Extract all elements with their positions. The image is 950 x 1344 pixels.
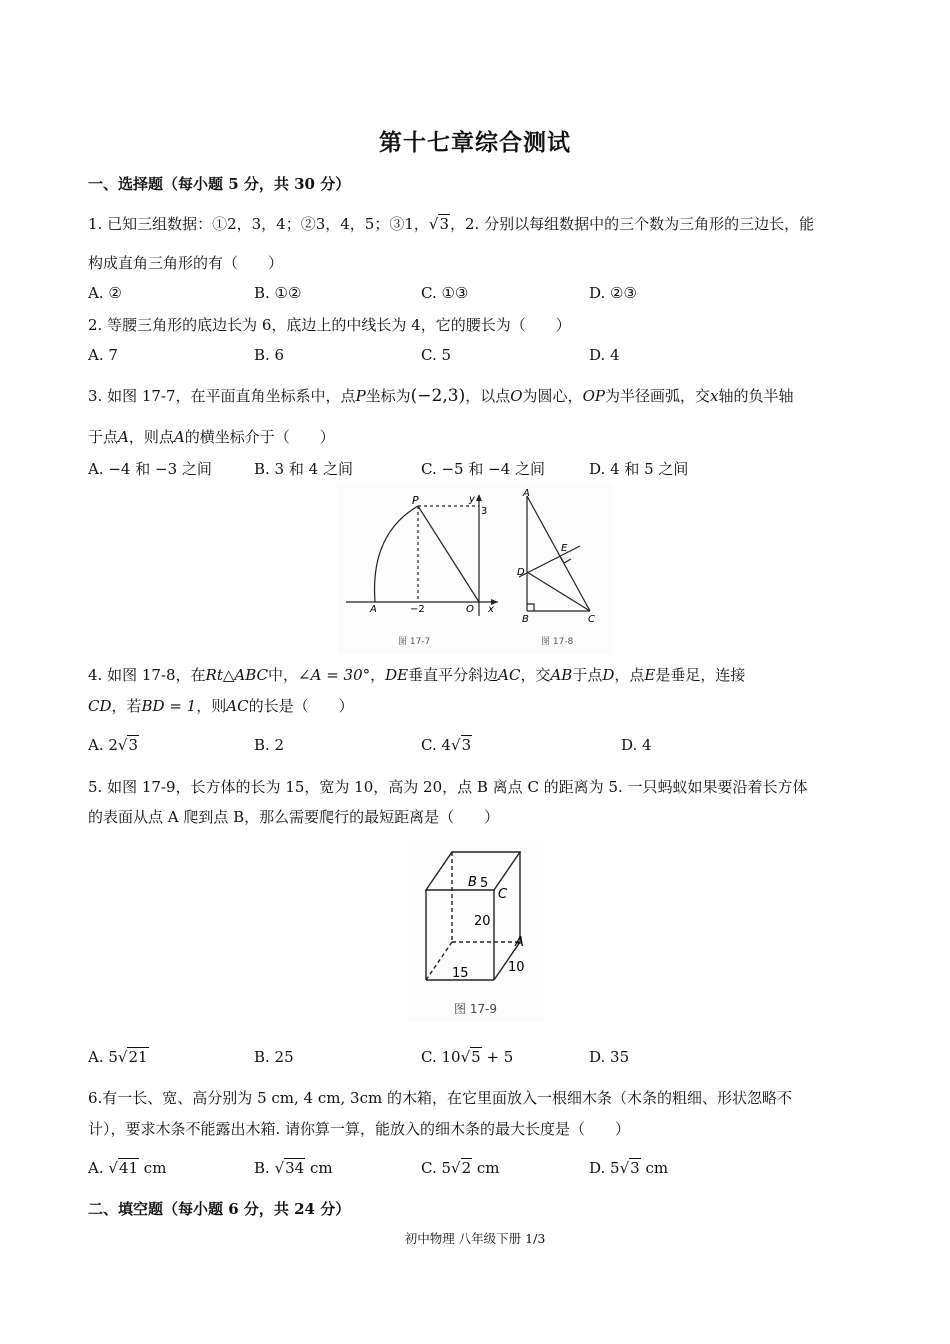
label-e: E xyxy=(561,543,568,554)
figure-17-7-17-8-svg xyxy=(338,484,612,654)
segment-de xyxy=(519,546,580,577)
q4-option-a[interactable]: A. 2√3 xyxy=(88,736,139,754)
hidden-left-edge xyxy=(426,942,452,980)
q2-option-d[interactable]: D. 4 xyxy=(589,346,620,364)
label-20: 20 xyxy=(474,914,491,929)
right-angle-b xyxy=(527,604,534,611)
q1-option-d[interactable]: D. ②③ xyxy=(589,284,637,302)
q2-option-c[interactable]: C. 5 xyxy=(421,346,452,364)
label-15: 15 xyxy=(452,966,469,981)
right-angle-e xyxy=(560,556,571,563)
q3-option-a[interactable]: A. −4 和 −3 之间 xyxy=(88,460,212,478)
label-minus2: −2 xyxy=(410,604,425,615)
label-d: D xyxy=(517,567,525,578)
figure-17-8 xyxy=(519,496,590,611)
label-a-178: A xyxy=(523,488,530,499)
y-axis-arrow xyxy=(476,494,482,501)
q4-text-line2: CD，若BD = 1，则AC的长是（ ） xyxy=(88,697,354,715)
q6-options xyxy=(88,1159,868,1183)
label-x: x xyxy=(488,604,494,615)
figure-17-9 xyxy=(408,840,544,1022)
q3-option-b[interactable]: B. 3 和 4 之间 xyxy=(254,460,353,478)
q6-option-d[interactable]: D. 5√3 cm xyxy=(589,1159,669,1177)
q1-options xyxy=(88,284,868,308)
q2-text: 2. 等腰三角形的底边长为 6，底边上的中线长为 4，它的腰长为（ ） xyxy=(88,316,571,334)
q1-text-line2: 构成直角三角形的有（ ） xyxy=(88,254,284,272)
q5-options xyxy=(88,1048,868,1072)
q4-options xyxy=(88,736,868,760)
q4-option-b[interactable]: B. 2 xyxy=(254,736,285,754)
q3-options xyxy=(88,458,868,482)
section-heading-fill: 二、填空题（每小题 6 分，共 24 分） xyxy=(88,1200,351,1218)
figure-17-9-svg xyxy=(408,840,544,1022)
q2-option-a[interactable]: A. 7 xyxy=(88,346,118,364)
label-o: O xyxy=(466,604,474,615)
segment-op xyxy=(418,506,479,602)
label-5: 5 xyxy=(480,876,489,891)
label-b: B xyxy=(522,614,529,625)
page-title: 第十七章综合测试 xyxy=(379,129,571,156)
label-y: y xyxy=(469,494,475,505)
q2-options xyxy=(88,346,868,370)
q3-text-line1: 3. 如图 17-7，在平面直角坐标系中，点P坐标为(−2,3)，以点O为圆心，OP为半径画弧，交x轴的负半轴 xyxy=(88,386,794,406)
label-10: 10 xyxy=(508,960,525,975)
q1-text-line1: 1. 已知三组数据：①2，3，4；②3，4，5；③1，√3，2. 分别以每组数据中的三个数为三角形的三边长，能 xyxy=(88,215,815,233)
q6-option-a[interactable]: A. √41 cm xyxy=(88,1159,167,1177)
figure-17-8-caption: 图 17-8 xyxy=(541,637,574,647)
q6-text-line1: 6.有一长、宽、高分别为 5 cm, 4 cm, 3cm 的木箱，在它里面放入一根细木条（木条的粗细、形状忽略不 xyxy=(88,1089,792,1107)
q1-option-b[interactable]: B. ①② xyxy=(254,284,302,302)
label-b-179: B xyxy=(468,875,477,890)
q2-option-b[interactable]: B. 6 xyxy=(254,346,285,364)
q5-option-d[interactable]: D. 35 xyxy=(589,1048,630,1066)
q3-option-c[interactable]: C. −5 和 −4 之间 xyxy=(421,460,546,478)
q4-option-d[interactable]: D. 4 xyxy=(621,736,652,754)
label-a: A xyxy=(370,604,377,615)
q5-option-a[interactable]: A. 5√21 xyxy=(88,1048,148,1066)
q5-option-c[interactable]: C. 10√5 + 5 xyxy=(421,1048,514,1066)
q5-option-b[interactable]: B. 25 xyxy=(254,1048,294,1066)
label-3: 3 xyxy=(481,506,488,517)
figures-17-7-17-8 xyxy=(338,484,612,654)
page-footer: 初中物理 八年级下册 1/3 xyxy=(404,1231,546,1246)
figure-17-9-caption: 图 17-9 xyxy=(454,1002,498,1016)
cuboid-lines xyxy=(426,852,520,980)
q6-text-line2: 计），要求木条不能露出木箱. 请你算一算，能放入的细木条的最大长度是（ ） xyxy=(88,1120,631,1138)
label-p: P xyxy=(412,494,419,507)
q5-text-line2: 的表面从点 A 爬到点 B，那么需要爬行的最短距离是（ ） xyxy=(88,808,500,826)
segment-cd xyxy=(527,572,590,611)
q4-text-line1: 4. 如图 17-8，在Rt△ABC中，∠A = 30°，DE垂直平分斜边AC，交AB于点D，点E是垂足，连接 xyxy=(88,666,746,684)
q5-text-line1: 5. 如图 17-9，长方体的长为 15，宽为 10，高为 20，点 B 离点 C 的距离为 5. 一只蚂蚁如果要沿着长方体 xyxy=(88,778,808,796)
side-ac xyxy=(527,496,590,611)
q6-option-c[interactable]: C. 5√2 cm xyxy=(421,1159,500,1177)
q1-option-a[interactable]: A. ② xyxy=(88,284,122,302)
figure-17-7-caption: 图 17-7 xyxy=(398,637,431,647)
section-heading-choice: 一、选择题（每小题 5 分，共 30 分） xyxy=(88,175,351,193)
label-a-179: A xyxy=(515,935,524,950)
q3-text-line2: 于点A，则点A的横坐标介于（ ） xyxy=(88,428,335,446)
q3-option-d[interactable]: D. 4 和 5 之间 xyxy=(589,460,689,478)
q4-option-c[interactable]: C. 4√3 xyxy=(421,736,472,754)
label-c-179: C xyxy=(498,887,508,902)
label-c: C xyxy=(588,614,595,625)
figure-17-7 xyxy=(346,494,498,616)
q1-option-c[interactable]: C. ①③ xyxy=(421,284,469,302)
q6-option-b[interactable]: B. √34 cm xyxy=(254,1159,333,1177)
arc-path xyxy=(375,506,418,602)
